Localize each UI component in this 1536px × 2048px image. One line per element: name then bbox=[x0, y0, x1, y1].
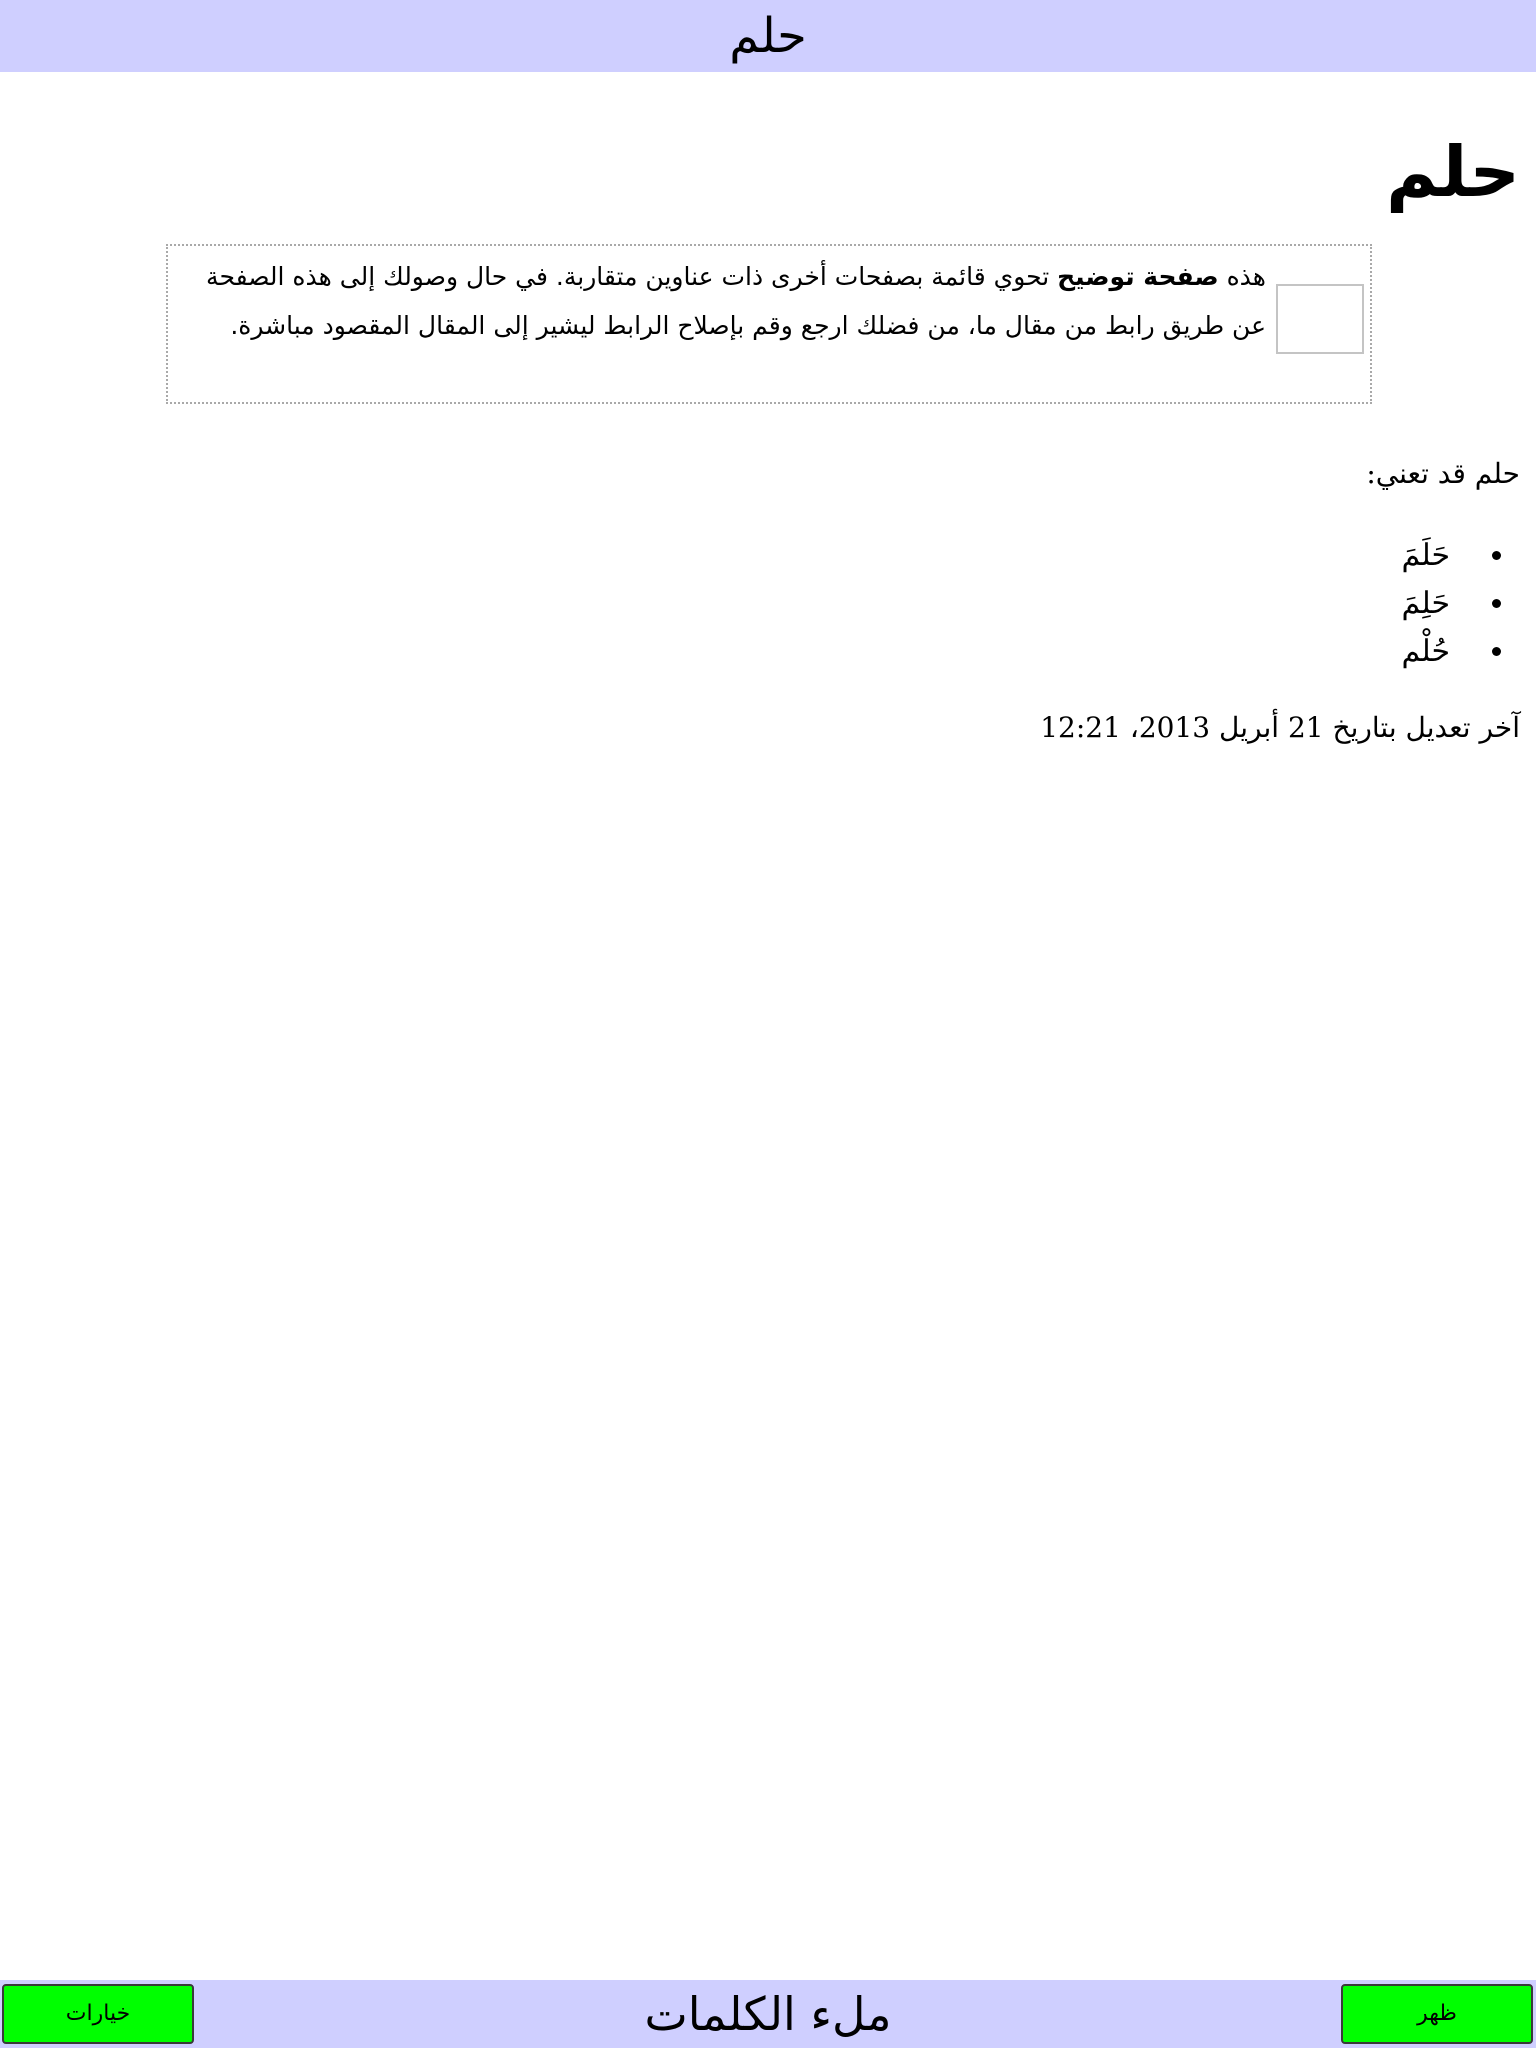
show-button[interactable]: ظهر bbox=[1341, 1984, 1533, 2044]
meaning-item-1: • حَلَمَ bbox=[1402, 532, 1476, 580]
notice-body: تحوي قائمة بصفحات أخرى ذات عناوين متقاربة. في حال وصولك إلى هذه الصفحة عن طريق رابط من مقال ما، من فضلك ارجع وقم بإصلاح الرابط ليشير إلى المقال المقصود مباشرة. bbox=[206, 262, 1266, 340]
top-bar-title: حلم bbox=[729, 8, 807, 64]
top-bar bbox=[0, 0, 1536, 72]
disambiguation-image-placeholder bbox=[1276, 284, 1364, 354]
bottom-bar bbox=[0, 1980, 1536, 2048]
disambiguation-notice bbox=[166, 244, 1372, 404]
last-modified-text: آخر تعديل بتاريخ 21 أبريل 2013، 12:21 bbox=[1040, 711, 1520, 744]
intro-text: حلم قد تعني: bbox=[1366, 457, 1520, 490]
notice-prefix: هذه bbox=[1218, 262, 1266, 291]
meanings-list bbox=[1402, 532, 1520, 676]
notice-bold-term[interactable]: صفحة توضيح bbox=[1057, 262, 1219, 291]
bottom-bar-title: ملء الكلمات bbox=[644, 1987, 892, 2041]
page-title: حلم bbox=[1386, 131, 1520, 213]
meaning-item-3: • حُلْم bbox=[1402, 628, 1476, 676]
article-content bbox=[0, 72, 1536, 1980]
disambiguation-notice-text bbox=[192, 252, 1266, 350]
options-button[interactable]: خيارات bbox=[2, 1984, 194, 2044]
meaning-item-2: • حَلِمَ bbox=[1402, 580, 1476, 628]
